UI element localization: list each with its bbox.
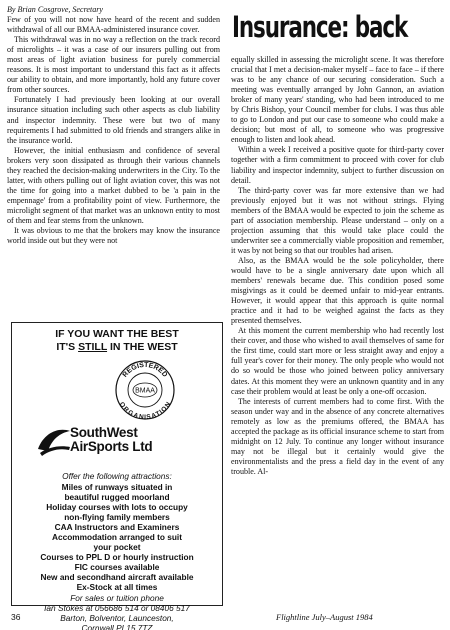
svg-text:BMAA: BMAA xyxy=(135,387,155,395)
ad-body xyxy=(12,471,222,630)
registered-organisation-seal-icon xyxy=(114,359,176,421)
ad-item: your pocket xyxy=(93,542,141,552)
ad-item: Accommodation arranged to suit xyxy=(52,532,182,542)
article-paragraph: This withdrawal was in no way a reflection on the track record of microlights – it was a case of our insurers pulling out from most areas of light aviation business for purely commercial reasons. It is most important to understand this fact as it affects our ability to obtain, and more importantly, hold any future cover from other sources. xyxy=(7,35,220,95)
article-paragraph: Also, as the BMAA would be the sole policyholder, there would have to be a single anniversary date upon which all members' renewals became due. This condition posed some misgivings as it could be deemed unfair to mid-year entrants. However, it would appear that this approach is quite normal practice and it had to be weighed against the facts as they presented themselves. xyxy=(231,255,444,326)
ad-contact-line: Ian Stokes at 056686 514 or 08406 517 xyxy=(44,603,190,613)
ad-item: FIC courses available xyxy=(74,562,160,572)
southwest-airsports-logo-icon xyxy=(36,423,72,459)
ad-item: Miles of runways situated in xyxy=(61,482,173,492)
ad-attractions-intro: Offer the following attractions: xyxy=(62,471,172,481)
article-paragraph: Within a week I received a positive quote for third-party cover together with a firm commitment to proceed with cover for club liability and inspector indemnity, subject to further discussion on detail. xyxy=(231,145,444,185)
article-paragraph: The third-party cover was far more extensive than we had previously enjoyed but it was not without strings. Flying members of the BMAA would be expected to join the scheme as part of association membership. Please understand – only on a projection assuming that this would take place could the underwriter see a commercially viable proposition and remember, it was by not being so that our troubles had arisen. xyxy=(231,185,444,255)
article-left-column xyxy=(7,5,220,246)
ad-address-line: Cornwall PL15 7TZ xyxy=(81,623,153,630)
ad-item: Ex-Stock at all times xyxy=(76,582,158,592)
ad-sales-line: For sales or tuition phone xyxy=(70,593,164,603)
byline: By Brian Cosgrove, Secretary xyxy=(7,5,103,14)
ad-item: New and secondhand aircraft available xyxy=(40,572,194,582)
article-paragraph: However, the initial enthusiasm and confidence of several brokers very soon dissipated as through their various channels they reached the decision-making underwriters in the City. To the latter, with others pulling out of light aviation cover, this was not the time for going into a market dubbed to be 'a pain in the empennage' from a profitability point of view. Furthermore, the microlight segment of that market was an unknown entity to most of them and fear stems from the unknown. xyxy=(7,145,220,225)
article-headline: Insurance: back xyxy=(232,10,408,44)
publication-footer: Flightline July–August 1984 xyxy=(276,612,373,622)
article-right-column xyxy=(231,55,444,477)
page-number: 36 xyxy=(11,612,21,622)
ad-headline-line2: IT'S STILL IN THE WEST xyxy=(56,340,178,353)
ad-item: CAA Instructors and Examiners xyxy=(54,522,180,532)
article-paragraph: At this moment the current membership who had recently lost their cover, and those who wished to avail themselves of same for the first time, could start more or less straight away and enjoy a full year's cover for their money. The only people who would not do so would be those who joined between policy anniversary dates. At this moment they were an unknown quantity and in any case their problem would at least be only a one-off occasion. xyxy=(231,326,444,396)
ad-address-line: Barton, Bolventor, Launceston, xyxy=(60,613,174,623)
ad-item: beautiful rugged moorland xyxy=(64,492,170,502)
ad-item: Holiday courses with lots to occupy xyxy=(46,502,188,512)
article-paragraph: Few of you will not now have heard of the recent and sudden withdrawal of all our BMAA-administered insurance cover. xyxy=(7,15,220,35)
svg-text:REGISTERED: REGISTERED xyxy=(121,361,169,379)
article-paragraph: equally skilled in assessing the microlight scene. It was therefore crucial that I met a decision-maker myself – face to face – if there was to be any chance of our securing consideration. Such a meeting was eventually arranged by John Gannon, an aviation broker of many years' standing, who had been introduced to me by Chris Bishop, your Council member for clubs. I was thus able to go to London and put our case to someone who could make a decision; but most of all, to someone who was progressive enough to listen and look ahead. xyxy=(231,55,444,145)
article-paragraph: The interests of current members had to come first. With the season under way and in the absence of any concrete alternatives remotely as low as the premiums offered, the BMAA has accepted the package as its official insurance scheme to start from midnight on 12 July. To continue any longer without insurance may not be illegal but it certainly would give the environmentalists and the press a field day in the event of any trouble. Al- xyxy=(231,396,444,476)
article-paragraph: Fortunately I had previously been looking at our overall insurance situation including such other aspects as club liability and inspector indemnity. These were but two of many requirements I had submitted to old friends and strangers alike in the insurance world. xyxy=(7,95,220,145)
article-paragraph: It was obvious to me that the brokers may know the insurance world inside out but they were not xyxy=(7,226,220,246)
ad-headline xyxy=(12,328,222,353)
ad-item: Courses to PPL D or hourly instruction xyxy=(40,552,194,562)
ad-brand-name: SouthWest AirSports Ltd xyxy=(70,425,153,454)
svg-text:ORGANISATION: ORGANISATION xyxy=(117,401,173,421)
ad-item: non-flying family members xyxy=(64,512,170,522)
ad-headline-line1: IF YOU WANT THE BEST xyxy=(55,328,179,340)
